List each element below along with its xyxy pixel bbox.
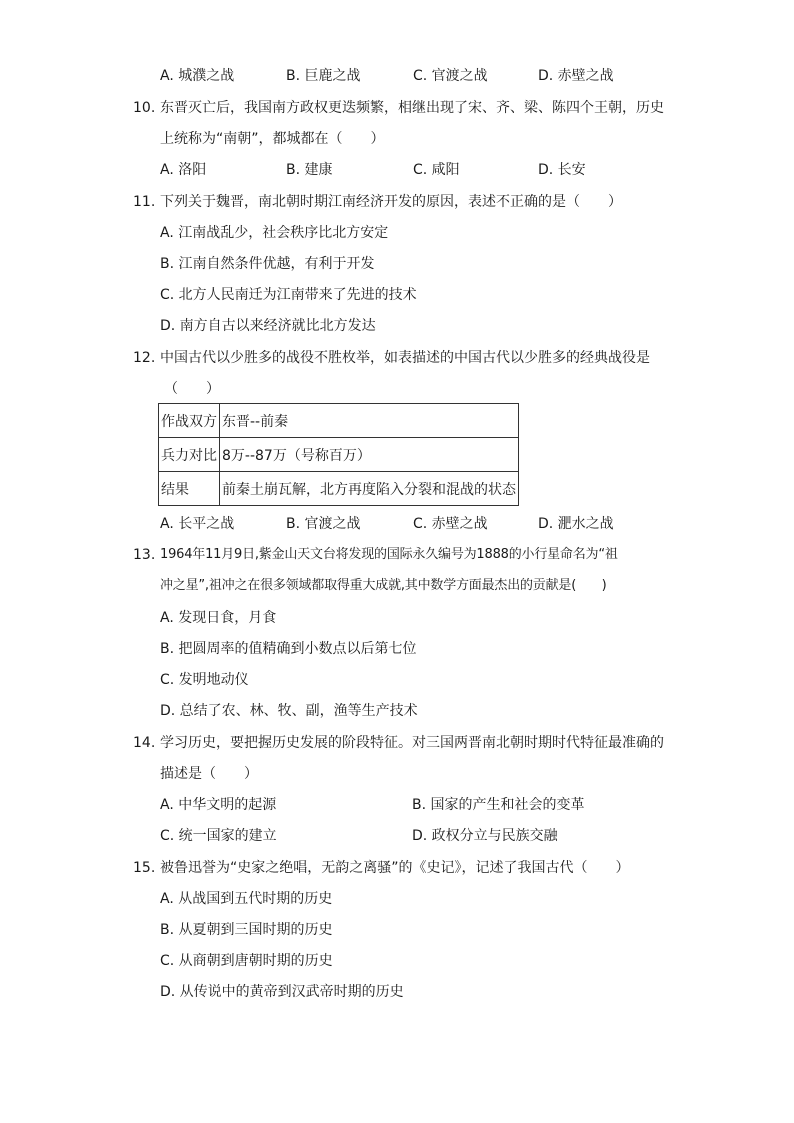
question-11-number: 11. <box>133 194 156 210</box>
question-13-number: 13. <box>133 547 156 563</box>
q11-option-b[interactable]: B. 江南自然条件优越，有利于开发 <box>160 256 375 272</box>
q12-option-c[interactable]: C. 赤壁之战 <box>413 516 488 532</box>
q9-option-a[interactable]: A. 城濮之战 <box>160 68 235 84</box>
q15-option-c[interactable]: C. 从商朝到唐朝时期的历史 <box>160 953 333 969</box>
question-15-number: 15. <box>133 860 156 876</box>
question-10-number: 10. <box>133 100 156 116</box>
q9-option-c[interactable]: C. 官渡之战 <box>413 68 488 84</box>
table-cell-key: 兵力对比 <box>159 438 220 472</box>
q10-option-c[interactable]: C. 咸阳 <box>413 162 460 178</box>
question-14-number: 14. <box>133 735 156 751</box>
question-13-text-line-2: 冲之星”,祖冲之在很多领域都取得重大成就,其中数学方面最杰出的贡献是( ) <box>160 578 607 593</box>
q10-option-d[interactable]: D. 长安 <box>538 162 586 178</box>
question-15-text: 被鲁迅誉为“史家之绝唱，无韵之离骚”的《史记》，记述了我国古代（ ） <box>160 860 630 876</box>
q13-option-a[interactable]: A. 发现日食，月食 <box>160 610 277 626</box>
battle-info-table <box>158 403 519 506</box>
q14-option-a[interactable]: A. 中华文明的起源 <box>160 797 277 813</box>
q12-option-a[interactable]: A. 长平之战 <box>160 516 235 532</box>
q14-option-d[interactable]: D. 政权分立与民族交融 <box>412 828 558 844</box>
q13-option-c[interactable]: C. 发明地动仪 <box>160 672 249 688</box>
question-12-number: 12. <box>133 350 156 366</box>
q14-options-row-2 <box>160 827 720 845</box>
table-cell-key: 结果 <box>159 472 220 506</box>
q13-option-d[interactable]: D. 总结了农、林、牧、副，渔等生产技术 <box>160 703 418 719</box>
question-11-text: 下列关于魏晋，南北朝时期江南经济开发的原因，表述不正确的是（ ） <box>160 194 622 210</box>
question-14-text-line-1: 学习历史，要把握历史发展的阶段特征。对三国两晋南北朝时期时代特征最准确的 <box>160 735 664 751</box>
table-cell-key: 作战双方 <box>159 404 220 438</box>
table-row <box>159 438 519 472</box>
question-10-text-line-1: 东晋灭亡后，我国南方政权更迭频繁，相继出现了宋、齐、梁、陈四个王朝，历史 <box>160 100 664 116</box>
table-row <box>159 472 519 506</box>
q15-option-b[interactable]: B. 从夏朝到三国时期的历史 <box>160 922 333 938</box>
table-row <box>159 404 519 438</box>
q9-option-b[interactable]: B. 巨鹿之战 <box>286 68 361 84</box>
q10-option-b[interactable]: B. 建康 <box>286 162 333 178</box>
question-14-text-line-2: 描述是（ ） <box>160 766 258 782</box>
question-10-text-line-2: 上统称为“南朝”，都城都在（ ） <box>160 131 385 147</box>
q12-option-d[interactable]: D. 淝水之战 <box>538 516 614 532</box>
q12-options <box>160 515 720 533</box>
table-cell-value: 东晋--前秦 <box>220 404 519 438</box>
question-12-text-line-2: （ ） <box>164 381 220 397</box>
q14-options-row-1 <box>160 796 720 814</box>
q11-option-d[interactable]: D. 南方自古以来经济就比北方发达 <box>160 318 376 334</box>
table-cell-value: 8万--87万（号称百万） <box>220 438 519 472</box>
q14-option-c[interactable]: C. 统一国家的建立 <box>160 828 277 844</box>
table-cell-value: 前秦土崩瓦解，北方再度陷入分裂和混战的状态 <box>220 472 519 506</box>
q9-option-d[interactable]: D. 赤壁之战 <box>538 68 614 84</box>
q11-option-c[interactable]: C. 北方人民南迁为江南带来了先进的技术 <box>160 287 417 303</box>
q14-option-b[interactable]: B. 国家的产生和社会的变革 <box>412 797 585 813</box>
question-13-text-line-1: 1964年11月9日,紫金山天文台将发现的国际永久编号为1888的小行星命名为“祖 <box>160 547 618 562</box>
q15-option-d[interactable]: D. 从传说中的黄帝到汉武帝时期的历史 <box>160 984 404 1000</box>
q10-option-a[interactable]: A. 洛阳 <box>160 162 207 178</box>
question-12-text-line-1: 中国古代以少胜多的战役不胜枚举，如表描述的中国古代以少胜多的经典战役是 <box>160 350 650 366</box>
q13-option-b[interactable]: B. 把圆周率的值精确到小数点以后第七位 <box>160 641 417 657</box>
q9-options <box>160 67 720 85</box>
q15-option-a[interactable]: A. 从战国到五代时期的历史 <box>160 891 333 907</box>
q10-options <box>160 161 720 179</box>
q12-option-b[interactable]: B. 官渡之战 <box>286 516 361 532</box>
q11-option-a[interactable]: A. 江南战乱少，社会秩序比北方安定 <box>160 225 389 241</box>
